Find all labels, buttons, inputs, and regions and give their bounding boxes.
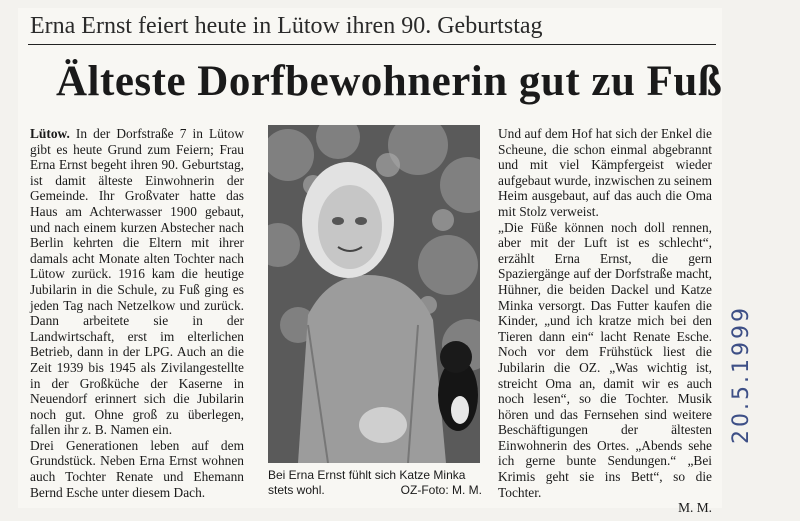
handwritten-date bbox=[722, 280, 786, 480]
column-left bbox=[30, 126, 244, 500]
kicker-rule bbox=[28, 44, 716, 45]
headline: Älteste Dorfbewohnerin gut zu Fuß bbox=[56, 58, 723, 105]
photo-credit: OZ-Foto: M. M. bbox=[400, 483, 482, 497]
newspaper-clipping bbox=[18, 8, 723, 516]
author-line bbox=[498, 500, 712, 516]
paragraph-3: Und auf dem Hof hat sich der Enkel die Scheune, die schon einmal abgebrannt und mit viel Kämpfergeist wieder aufgebaut wurde, inzwischen zu seinem Heim ausgebaut, auf das auch die Oma mit Stolz verweist. bbox=[498, 126, 712, 219]
handwritten-date-text: 20.5.1999 bbox=[728, 305, 754, 444]
paragraph-1 bbox=[30, 126, 244, 438]
photo-caption bbox=[268, 468, 482, 498]
photo bbox=[268, 125, 480, 463]
caption-text: Bei Erna Ernst fühlt sich Katze Minka stets wohl. bbox=[268, 468, 466, 497]
author: M. M. bbox=[678, 500, 712, 516]
column-right bbox=[498, 126, 712, 516]
dateline: Lütow. bbox=[30, 126, 70, 141]
paragraph-4: „Die Füße können noch doll rennen, aber mit der Luft ist es schlecht“, erzählt Erna Ernst, die gern Spaziergänge auf der Dorfstraße macht, Hühner, die beiden Dackel und Katze Minka versorgt. Das Futter kaufen die Kinder, „und ich kratze mich bei den Tieren dann ein“ lacht Renate Esche. Noch vor dem Frühstück liest die Jubilarin die OZ. „Was wichtig ist, streicht Oma an, damit wir es auch noch lesen“, so die Tochter. Musik hören und das Fernsehen sind weitere Beschäftigungen der ältesten Einwohnerin des Ortes. „Abends sehe ich gerne bunte Sendungen.“ „Bei Krimis geht sie ins Bett“, so die Tochter. bbox=[498, 219, 712, 500]
paragraph-1-text: In der Dorfstraße 7 in Lütow gibt es heute Grund zum Feiern; Frau Erna Ernst begeht ihren 90. Geburtstag, ist damit älteste Einwohnerin der Gemeinde. Ihr Großvater hatte das Haus am Achterwasser 1900 gebaut, und nach einem kurzen Abstecher nach Berlin kehrten die Eltern mit ihrer damals acht Monate alten Tochter nach Lütow zurück. 1916 kam die heutige Jubilarin in die Schule, zu Fuß ging es jeden Tag nach Netzelkow und zurück. Dann arbeitete sie in der Landwirtschaft, erst im elterlichen Betrieb, dann in der LPG. Auch an die Zeit 1939 bis 1945 als Zivilangestellte in der Großküche der Kaserne in Neuendorf erinnert sich die Jubilarin noch gut. Ohne groß zu überlegen, fallen ihr z. B. Namen ein. bbox=[30, 126, 244, 438]
kicker-line: Erna Ernst feiert heute in Lütow ihren 90. Geburtstag bbox=[30, 13, 543, 39]
photo-image bbox=[268, 125, 480, 463]
paragraph-2: Drei Generationen leben auf dem Grundstück. Neben Erna Ernst wohnen auch Tochter Renate und Ehemann Bernd Esche unter diesem Dach. bbox=[30, 437, 244, 500]
